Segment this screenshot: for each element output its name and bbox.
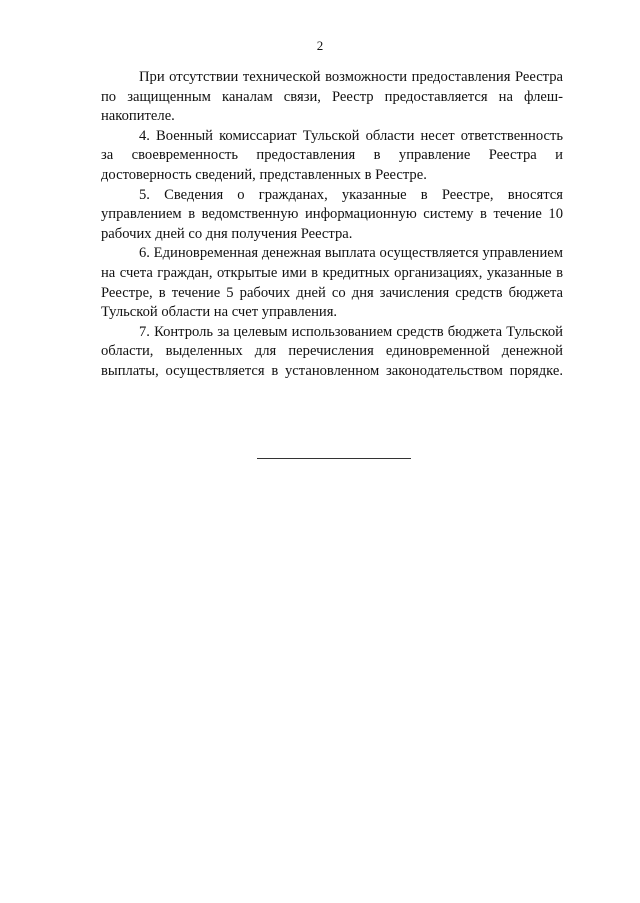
paragraph-responsibility: 4. Военный комиссариат Тульской области несет ответственность за своевременность предоставления в управление Реестра и достоверность сведений, представленных в Реестре.: [101, 127, 563, 183]
paragraph-flash-drive: При отсутствии технической возможности предоставления Реестра по защищенным каналам связи, Реестр предоставляется на флеш-накопителе.: [101, 69, 563, 125]
page-number: 2: [316, 38, 324, 53]
paragraph-payment: 6. Единовременная денежная выплата осуществляется управлением на счета граждан, открытые ими в кредитных организациях, указанные в Реестре, в течение 5 рабочих дней со дня зачисления средств бюджета Тульской области на счет управления.: [101, 245, 563, 321]
document-body: [101, 68, 563, 382]
end-divider-line: [257, 458, 411, 459]
paragraph-control: 7. Контроль за целевым использованием средств бюджета Тульской области, выделенных для перечисления единовременной денежной выплаты, осуществляется в установленном законодательством порядке.: [101, 323, 563, 379]
paragraph-registry-entry: 5. Сведения о гражданах, указанные в Реестре, вносятся управлением в ведомственную информационную систему в течение 10 рабочих дней со дня получения Реестра.: [101, 186, 563, 242]
